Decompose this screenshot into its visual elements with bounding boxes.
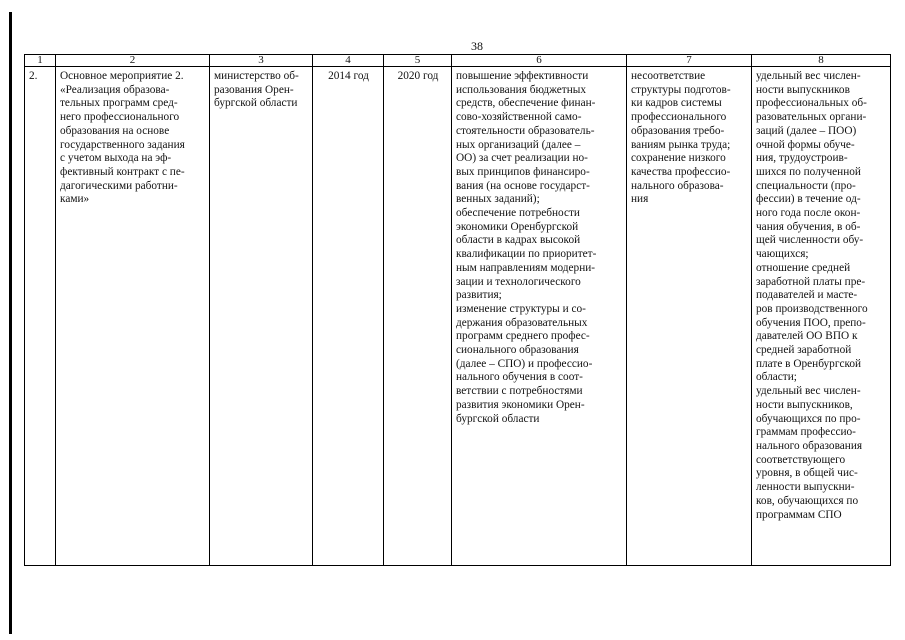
text-line: щей численности обу- bbox=[756, 234, 864, 247]
indicators-cell bbox=[752, 67, 891, 566]
text-line: ров производственного bbox=[756, 302, 868, 315]
program-table bbox=[24, 54, 891, 566]
text-line: бургской области bbox=[456, 412, 540, 425]
row-number-cell: 2. bbox=[25, 67, 56, 566]
text-line: специальности (про- bbox=[756, 179, 856, 192]
text-line: держания образовательных bbox=[456, 316, 588, 329]
text-line: программам СПО bbox=[756, 508, 842, 521]
text-line: (далее – СПО) и профессио- bbox=[456, 357, 593, 370]
column-header: 6 bbox=[452, 55, 627, 67]
text-line: обучения ПОО, препо- bbox=[756, 316, 866, 329]
text-line: ния, трудоустроив- bbox=[756, 152, 848, 165]
text-line: сово-хозяйственной само- bbox=[456, 111, 582, 124]
text-line: удельный вес числен- bbox=[756, 385, 861, 398]
text-line: повышение эффективности bbox=[456, 70, 589, 82]
text-line: министерство об- bbox=[214, 70, 299, 82]
text-line: ваниям рынка труда; bbox=[631, 138, 731, 151]
text-line: с учетом выхода на эф- bbox=[60, 152, 172, 165]
text-line: заций (далее – ПОО) bbox=[756, 124, 857, 137]
text-line: тельных программ сред- bbox=[60, 97, 178, 110]
text-line: ности выпускников bbox=[756, 83, 850, 96]
text-line: подавателей и масте- bbox=[756, 289, 858, 302]
text-line: шихся по полученной bbox=[756, 165, 861, 178]
text-line: обеспечение потребности bbox=[456, 207, 580, 220]
text-line: сохранение низкого bbox=[631, 152, 726, 165]
text-line: образования на основе bbox=[60, 124, 170, 137]
column-header: 5 bbox=[384, 55, 452, 67]
text-line: разования Орен- bbox=[214, 83, 294, 96]
text-line: ветствии с потребностями bbox=[456, 385, 583, 398]
text-line: обучающихся по про- bbox=[756, 412, 861, 425]
text-line: вания (на основе государст- bbox=[456, 179, 590, 192]
text-line: государственного задания bbox=[60, 138, 185, 151]
column-header: 8 bbox=[752, 55, 891, 67]
event-cell bbox=[56, 67, 210, 566]
text-line: ния bbox=[631, 193, 649, 206]
text-line: ности выпускников, bbox=[756, 398, 853, 411]
text-line: квалификации по приоритет- bbox=[456, 248, 597, 261]
column-header: 7 bbox=[627, 55, 752, 67]
text-line: венных заданий); bbox=[456, 193, 540, 206]
text-line: уровня, в общей чис- bbox=[756, 467, 858, 480]
text-line: ки кадров системы bbox=[631, 97, 722, 110]
text-line: чания обучения, в об- bbox=[756, 220, 861, 233]
left-margin-rule bbox=[9, 12, 12, 634]
text-line: ков, обучающихся по bbox=[756, 494, 859, 507]
column-number-row bbox=[25, 55, 891, 67]
text-line: фессии) в течение од- bbox=[756, 193, 861, 206]
text-line: использования бюджетных bbox=[456, 83, 587, 96]
text-line: чающихся; bbox=[756, 248, 809, 261]
text-line: него профессионального bbox=[60, 111, 180, 124]
end-year-cell: 2020 год bbox=[384, 67, 452, 566]
text-line: дагогическими работни- bbox=[60, 179, 178, 192]
text-line: плате в Оренбургской bbox=[756, 357, 862, 370]
text-line: средней заработной bbox=[756, 344, 852, 357]
text-line: изменение структуры и со- bbox=[456, 302, 586, 315]
text-line: области; bbox=[756, 371, 797, 384]
text-line: вых принципов финансиро- bbox=[456, 165, 590, 178]
text-line: зации и технологического bbox=[456, 275, 581, 288]
text-line: профессиональных об- bbox=[756, 97, 867, 110]
text-line: ленности выпускни- bbox=[756, 481, 855, 494]
text-line: качества профессио- bbox=[631, 165, 731, 178]
expected-result-cell bbox=[452, 67, 627, 566]
text-line: нального образования bbox=[756, 439, 863, 452]
text-line: структуры подготов- bbox=[631, 83, 731, 96]
text-line: несоответствие bbox=[631, 70, 706, 82]
consequences-cell bbox=[627, 67, 752, 566]
text-line: отношение средней bbox=[756, 261, 851, 274]
text-line: ных организаций (далее – bbox=[456, 138, 581, 151]
text-line: профессионального bbox=[631, 111, 727, 124]
text-line: развития; bbox=[456, 289, 502, 302]
page-number: 38 bbox=[471, 39, 483, 53]
text-line: бургской области bbox=[214, 97, 298, 110]
text-line: разовательных органи- bbox=[756, 111, 867, 124]
text-line: граммам профессио- bbox=[756, 426, 856, 439]
text-line: образования требо- bbox=[631, 124, 725, 137]
text-line: ОО) за счет реализации но- bbox=[456, 152, 588, 165]
text-line: области в кадрах высокой bbox=[456, 234, 581, 247]
column-header: 4 bbox=[313, 55, 384, 67]
text-line: «Реализация образова- bbox=[60, 83, 170, 96]
text-line: нального образова- bbox=[631, 179, 724, 192]
text-line: удельный вес числен- bbox=[756, 70, 861, 82]
text-line: развития экономики Орен- bbox=[456, 398, 585, 411]
column-header: 2 bbox=[56, 55, 210, 67]
column-header: 1 bbox=[25, 55, 56, 67]
text-line: сионального образования bbox=[456, 344, 579, 357]
text-line: программ среднего профес- bbox=[456, 330, 590, 343]
column-header: 3 bbox=[210, 55, 313, 67]
text-line: стоятельности образователь- bbox=[456, 124, 595, 137]
table-row bbox=[25, 67, 891, 566]
text-line: нального обучения в соот- bbox=[456, 371, 583, 384]
text-line: ного года после окон- bbox=[756, 207, 861, 220]
text-line: ками» bbox=[60, 193, 90, 206]
text-line: ным направлениям модерни- bbox=[456, 261, 596, 274]
text-line: фективный контракт с пе- bbox=[60, 165, 185, 178]
text-line: Основное мероприятие 2. bbox=[60, 70, 184, 82]
text-line: соответствующего bbox=[756, 453, 846, 466]
text-line: заработной платы пре- bbox=[756, 275, 866, 288]
executor-cell bbox=[210, 67, 313, 566]
text-line: очной формы обуче- bbox=[756, 138, 855, 151]
text-line: экономики Оренбургской bbox=[456, 220, 579, 233]
text-line: средств, обеспечение финан- bbox=[456, 97, 596, 110]
start-year-cell: 2014 год bbox=[313, 67, 384, 566]
text-line: давателей ОО ВПО к bbox=[756, 330, 858, 343]
